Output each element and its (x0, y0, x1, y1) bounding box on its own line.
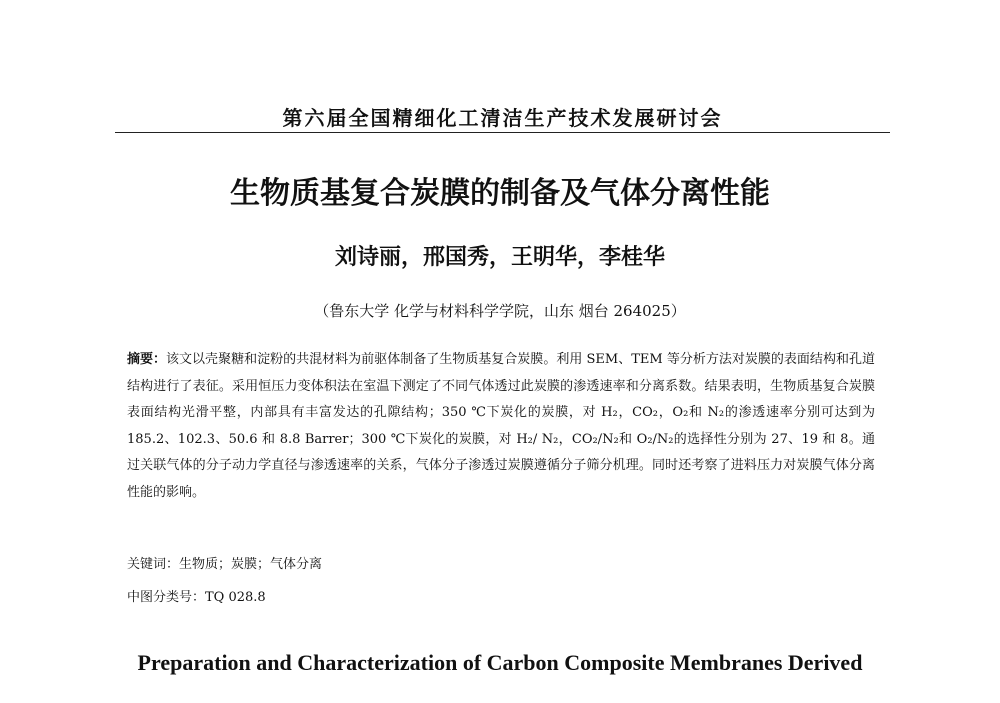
english-title: Preparation and Characterization of Carbon Composite Membranes Derived (137, 650, 863, 675)
paper-affiliation: （鲁东大学 化学与材料科学学院，山东 烟台 264025） (314, 302, 686, 320)
abstract-label: 摘要： (127, 352, 167, 367)
header-rule (115, 132, 890, 133)
conference-header: 第六届全国精细化工清洁生产技术发展研讨会 (282, 106, 723, 130)
paper-title: 生物质基复合炭膜的制备及气体分离性能 (230, 176, 770, 211)
keywords: 关键词：生物质；炭膜；气体分离 (127, 557, 323, 572)
paper-authors: 刘诗丽，邢国秀，王明华，李桂华 (334, 244, 665, 270)
classification-number: 中图分类号：TQ 028.8 (127, 590, 266, 605)
abstract-paragraph (127, 347, 875, 506)
abstract-text: 该文以壳聚糖和淀粉的共混材料为前驱体制备了生物质基复合炭膜。利用 SEM、TEM 等分析方法对炭膜的表面结构和孔道结构进行了表征。采用恒压力变体积法在室温下测定了不同气体透过此炭膜的渗透速率和分离系数。结果表明，生物质基复合炭膜表面结构光滑平整，内部具有丰富发达的孔隙结构；350 ℃下炭化的炭膜，对 H₂，CO₂，O₂和 N₂的渗透速率分别可达到为 185.2、102.3、50.6 和 8.8 Barrer；300 ℃下炭化的炭膜，对 H₂/ N₂，CO₂/N₂和 O₂/N₂的选择性分别为 27、19 和 8。通过关联气体的分子动力学直径与渗透速率的关系，气体分子渗透过炭膜遵循分子筛分机理。同时还考察了进料压力对炭膜气体分离性能的影响。 (127, 352, 875, 500)
